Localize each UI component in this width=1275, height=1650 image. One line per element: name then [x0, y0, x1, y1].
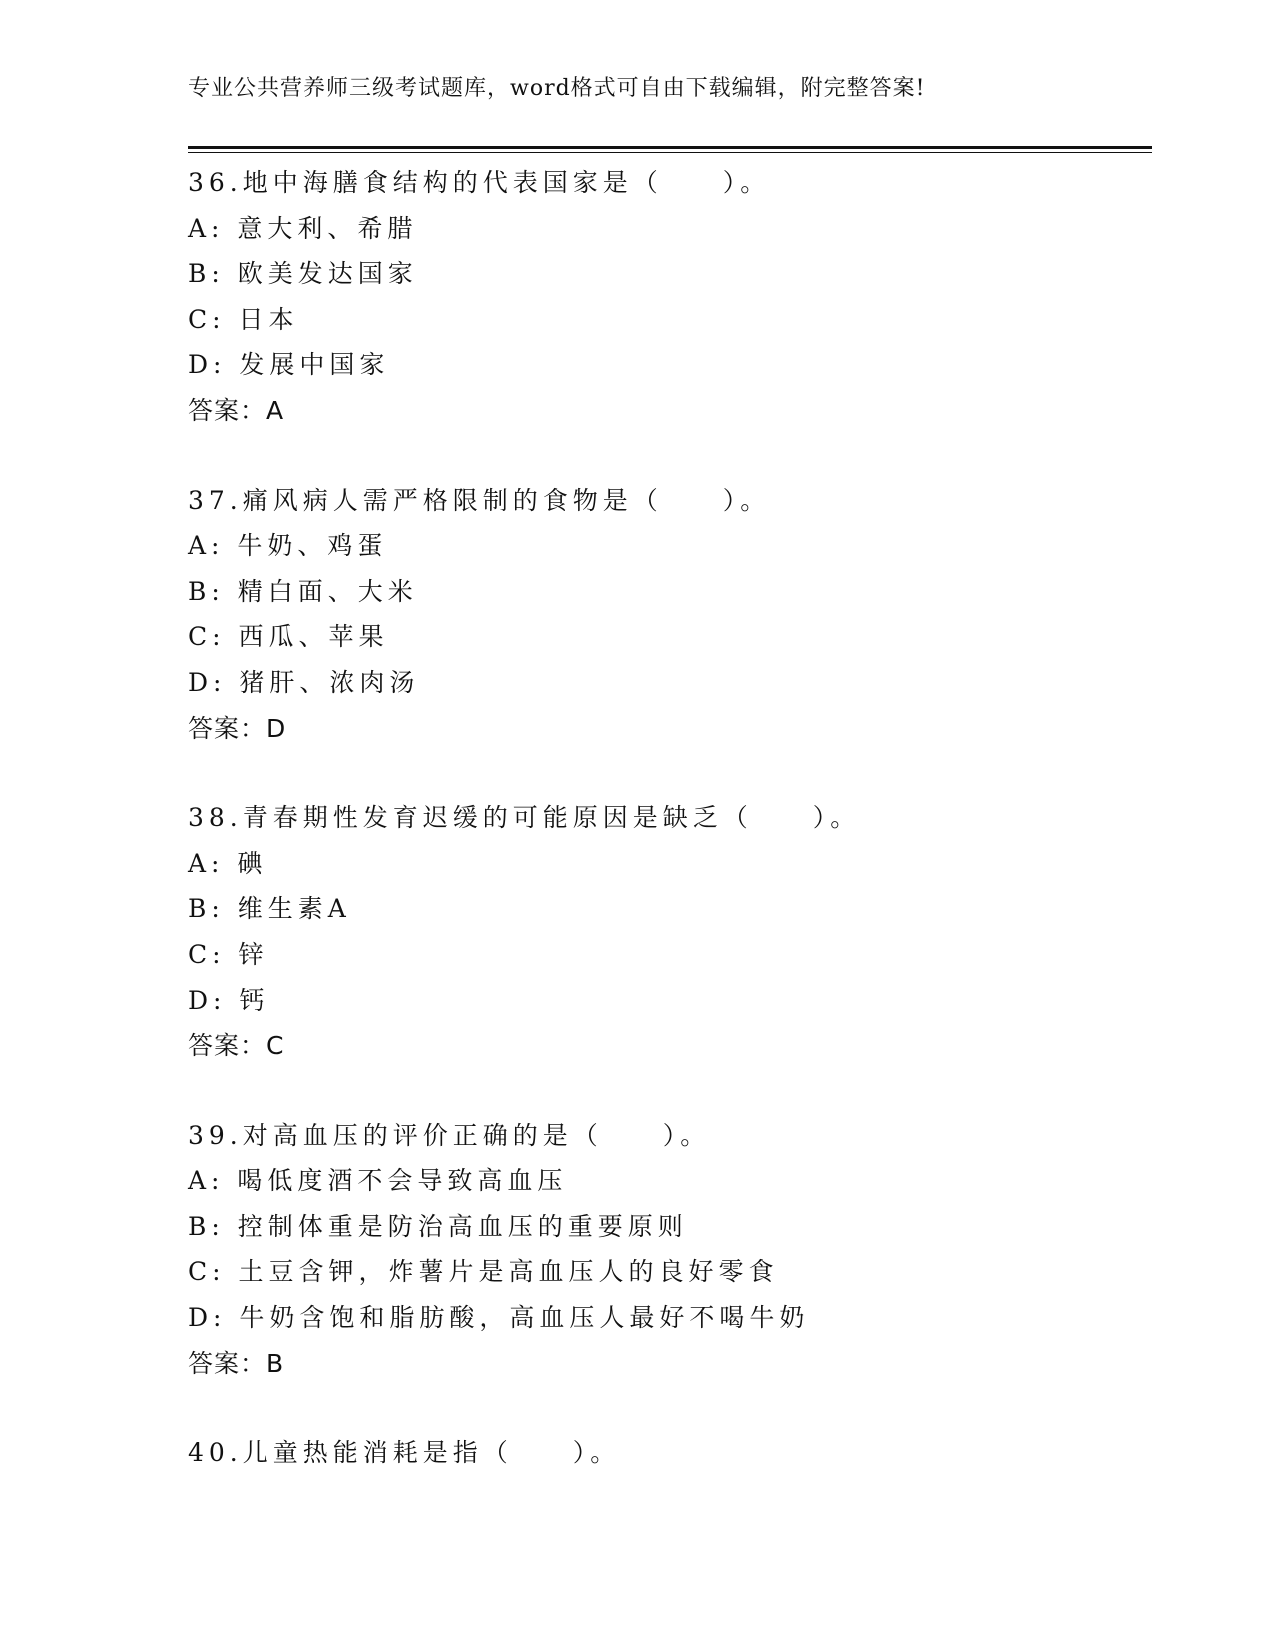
option-d: D: 发展中国家	[188, 350, 390, 380]
question-stem: 37.痛风病人需严格限制的食物是（ ）。	[188, 485, 771, 515]
option-a: A: 喝低度酒不会导致高血压	[188, 1166, 568, 1196]
question-37	[188, 478, 1148, 752]
option-a: A: 意大利、希腊	[188, 213, 418, 243]
option-c: C: 土豆含钾，炸薯片是高血压人的良好零食	[188, 1257, 779, 1287]
question-40	[188, 1430, 1148, 1476]
question-stem: 40.儿童热能消耗是指（ ）。	[188, 1438, 621, 1468]
option-d: D: 猪肝、浓肉汤	[188, 667, 420, 697]
option-c: C: 锌	[188, 939, 269, 969]
answer-line: 答案：C	[188, 1031, 285, 1061]
option-c: C: 西瓜、苹果	[188, 622, 389, 652]
header-double-rule	[188, 146, 1152, 153]
question-36	[188, 160, 1148, 434]
option-d: D: 牛奶含饱和脂肪酸，高血压人最好不喝牛奶	[188, 1303, 810, 1333]
option-b: B: 维生素A	[188, 894, 351, 924]
option-b: B: 精白面、大米	[188, 576, 418, 606]
option-a: A: 牛奶、鸡蛋	[188, 531, 388, 561]
option-d: D: 钙	[188, 985, 270, 1015]
question-stem: 36.地中海膳食结构的代表国家是（ ）。	[188, 168, 771, 197]
option-a: A: 碘	[188, 848, 268, 878]
question-39	[188, 1113, 1148, 1387]
answer-line: 答案：A	[188, 395, 285, 425]
option-c: C: 日本	[188, 304, 299, 334]
option-b: B: 控制体重是防治高血压的重要原则	[188, 1211, 688, 1241]
page-header: 专业公共营养师三级考试题库，word格式可自由下载编辑，附完整答案!	[188, 76, 926, 101]
question-list	[188, 160, 1148, 1520]
option-b: B: 欧美发达国家	[188, 259, 418, 289]
answer-line: 答案：B	[188, 1348, 285, 1378]
question-stem: 38.青春期性发育迟缓的可能原因是缺乏（ ）。	[188, 803, 861, 833]
question-38	[188, 795, 1148, 1069]
question-stem: 39.对高血压的评价正确的是（ ）。	[188, 1120, 711, 1150]
answer-line: 答案：D	[188, 713, 287, 743]
